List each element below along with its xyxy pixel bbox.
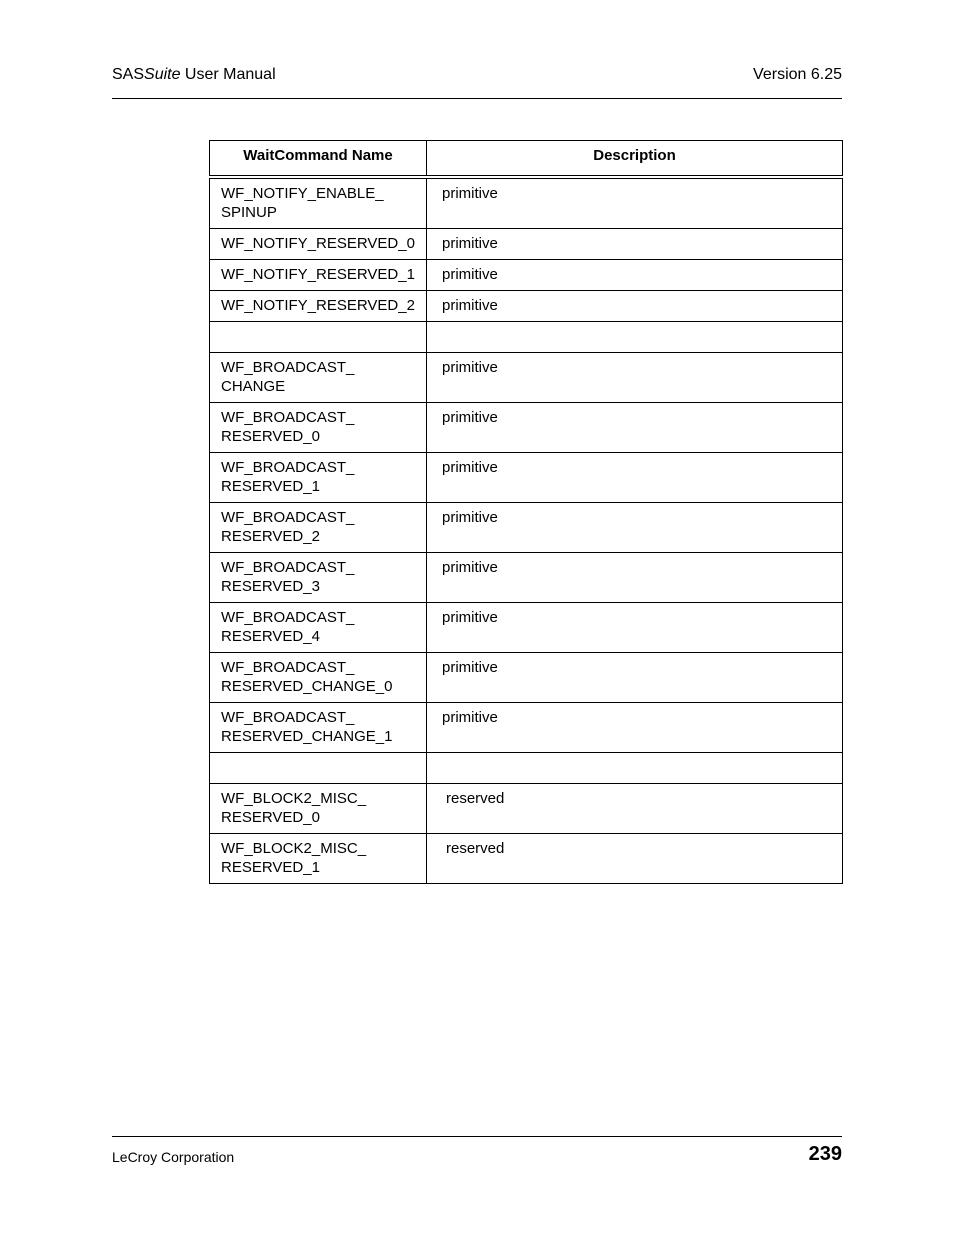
page-header bbox=[112, 62, 842, 99]
description-cell: primitive bbox=[427, 229, 843, 260]
page-number: 239 bbox=[808, 1143, 842, 1165]
table-row bbox=[210, 229, 843, 260]
waitcommand-name-line: WF_NOTIFY_RESERVED_2 bbox=[221, 297, 415, 314]
table-row bbox=[210, 353, 843, 403]
waitcommand-name-line: WF_BROADCAST_ bbox=[221, 609, 355, 626]
table-header-row bbox=[210, 141, 843, 178]
waitcommand-name-line: RESERVED_2 bbox=[221, 528, 320, 545]
waitcommand-name-cell bbox=[210, 177, 427, 229]
waitcommand-name-line: WF_BROADCAST_ bbox=[221, 359, 355, 376]
description-cell bbox=[427, 322, 843, 353]
table-row bbox=[210, 784, 843, 834]
description-cell: primitive bbox=[427, 553, 843, 603]
waitcommand-name-cell bbox=[210, 503, 427, 553]
waitcommand-name-line: WF_BLOCK2_MISC_ bbox=[221, 840, 367, 857]
table-row bbox=[210, 653, 843, 703]
waitcommand-name-cell bbox=[210, 603, 427, 653]
description-cell: primitive bbox=[427, 353, 843, 403]
description-cell: reserved bbox=[427, 784, 843, 834]
waitcommand-name-line: WF_BLOCK2_MISC_ bbox=[221, 790, 367, 807]
waitcommand-name-cell bbox=[210, 403, 427, 453]
waitcommand-name-cell bbox=[210, 784, 427, 834]
table-row bbox=[210, 703, 843, 753]
waitcommand-name-cell bbox=[210, 229, 427, 260]
waitcommand-name-line: RESERVED_1 bbox=[221, 478, 320, 495]
description-cell: primitive bbox=[427, 453, 843, 503]
waitcommand-name-cell bbox=[210, 322, 427, 353]
waitcommand-name-line: RESERVED_1 bbox=[221, 859, 320, 876]
table-row bbox=[210, 403, 843, 453]
description-cell: primitive bbox=[427, 503, 843, 553]
company-name: LeCroy Corporation bbox=[112, 1149, 235, 1165]
waitcommand-name-line: WF_NOTIFY_ENABLE_ bbox=[221, 185, 384, 202]
waitcommand-name-line: WF_NOTIFY_RESERVED_1 bbox=[221, 266, 415, 283]
waitcommand-name-cell bbox=[210, 260, 427, 291]
table-row bbox=[210, 553, 843, 603]
waitcommand-name-line: RESERVED_4 bbox=[221, 628, 320, 645]
waitcommand-name-line: WF_BROADCAST_ bbox=[221, 409, 355, 426]
manual-title: SASSuite User Manual bbox=[112, 66, 276, 83]
table-row bbox=[210, 260, 843, 291]
waitcommand-name-cell bbox=[210, 653, 427, 703]
waitcommand-name-line: RESERVED_CHANGE_1 bbox=[221, 728, 393, 745]
waitcommand-name-line: CHANGE bbox=[221, 378, 286, 395]
waitcommand-name-line: RESERVED_0 bbox=[221, 428, 320, 445]
waitcommand-name-cell bbox=[210, 703, 427, 753]
waitcommand-name-cell bbox=[210, 453, 427, 503]
table-row bbox=[210, 453, 843, 503]
waitcommand-name-line: WF_BROADCAST_ bbox=[221, 709, 355, 726]
description-cell: primitive bbox=[427, 653, 843, 703]
description-cell: primitive bbox=[427, 260, 843, 291]
page-footer bbox=[112, 1136, 842, 1165]
description-cell: primitive bbox=[427, 177, 843, 229]
description-cell: primitive bbox=[427, 403, 843, 453]
description-cell: primitive bbox=[427, 703, 843, 753]
waitcommand-name-line: WF_BROADCAST_ bbox=[221, 459, 355, 476]
waitcommand-name-line: RESERVED_CHANGE_0 bbox=[221, 678, 393, 695]
manual-version: Version 6.25 bbox=[753, 66, 842, 83]
waitcommand-name-cell bbox=[210, 753, 427, 784]
manual-title-italic: Suite bbox=[144, 66, 181, 83]
table-row bbox=[210, 834, 843, 884]
description-cell: primitive bbox=[427, 603, 843, 653]
description-cell: primitive bbox=[427, 291, 843, 322]
column-header-description: Description bbox=[427, 141, 843, 178]
waitcommand-name-line: WF_BROADCAST_ bbox=[221, 659, 355, 676]
waitcommand-table bbox=[209, 140, 843, 884]
waitcommand-name-cell bbox=[210, 834, 427, 884]
waitcommand-name-line: RESERVED_0 bbox=[221, 809, 320, 826]
waitcommand-name-line: WF_BROADCAST_ bbox=[221, 559, 355, 576]
table-row bbox=[210, 753, 843, 784]
description-cell bbox=[427, 753, 843, 784]
waitcommand-name-cell bbox=[210, 553, 427, 603]
waitcommand-name-cell bbox=[210, 353, 427, 403]
table-row bbox=[210, 503, 843, 553]
table-row bbox=[210, 291, 843, 322]
waitcommand-name-cell bbox=[210, 291, 427, 322]
waitcommand-name-line: WF_BROADCAST_ bbox=[221, 509, 355, 526]
column-header-name: WaitCommand Name bbox=[210, 141, 427, 178]
description-cell: reserved bbox=[427, 834, 843, 884]
waitcommand-name-line: RESERVED_3 bbox=[221, 578, 320, 595]
waitcommand-name-line: WF_NOTIFY_RESERVED_0 bbox=[221, 235, 415, 252]
table-row bbox=[210, 177, 843, 229]
table-row bbox=[210, 603, 843, 653]
table-row bbox=[210, 322, 843, 353]
waitcommand-name-line: SPINUP bbox=[221, 204, 277, 221]
